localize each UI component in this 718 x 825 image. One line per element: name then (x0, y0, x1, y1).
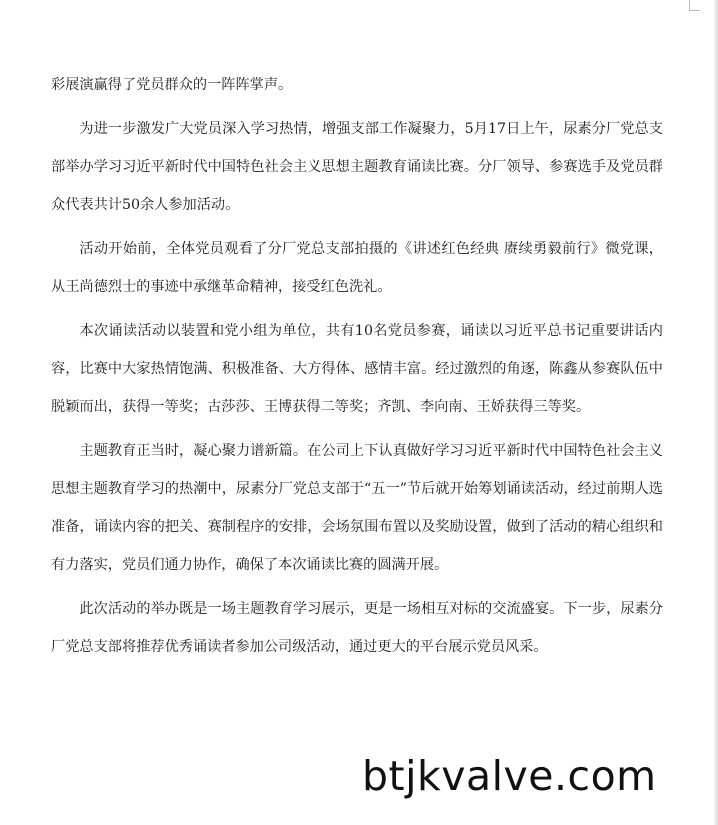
paragraph-micro-lesson: 活动开始前，全体党员观看了分厂党总支部拍摄的《讲述红色经典 赓续勇毅前行》微党课，从王尚德烈士的事迹中承继革命精神，接受红色洗礼。 (51, 241, 663, 295)
page-corner-mark (689, 0, 700, 11)
scrollbar-edge[interactable] (714, 0, 718, 825)
document-body (51, 66, 663, 672)
site-watermark: btjkvalve.com (362, 752, 657, 800)
paragraph-organization: 主题教育正当时，凝心聚力谱新篇。在公司上下认真做好学习习近平新时代中国特色社会主义思想主题教育学习的热潮中，尿素分厂党总支部于“五一”节后就开始筹划诵读活动，经过前期人选准备，诵读内容的把关、赛制程序的安排，会场氛围布置以及奖励设置，做到了活动的精心组织和有力落实，党员们通力协作，确保了本次诵读比赛的圆满开展。 (51, 443, 663, 573)
paragraph-next-steps: 此次活动的举办既是一场主题教育学习展示，更是一场相互对标的交流盛宴。下一步，尿素分厂党总支部将推荐优秀诵读者参加公司级活动，通过更大的平台展示党员风采。 (51, 601, 663, 655)
paragraph-continued: 彩展演赢得了党员群众的一阵阵掌声。 (51, 77, 293, 93)
paragraph-event-intro: 为进一步激发广大党员深入学习热情，增强支部工作凝聚力，5月17日上午，尿素分厂党总支部举办学习习近平新时代中国特色社会主义思想主题教育诵读比赛。分厂领导、参赛选手及党员群众代表共计50余人参加活动。 (51, 121, 663, 213)
paragraph-competition-results: 本次诵读活动以装置和党小组为单位，共有10名党员参赛，诵读以习近平总书记重要讲话内容，比赛中大家热情饱满、积极准备、大方得体、感情丰富。经过激烈的角逐，陈鑫从参赛队伍中脱颖而出，获得一等奖；古莎莎、王博获得二等奖；齐凯、李向南、王娇获得三等奖。 (51, 323, 663, 415)
